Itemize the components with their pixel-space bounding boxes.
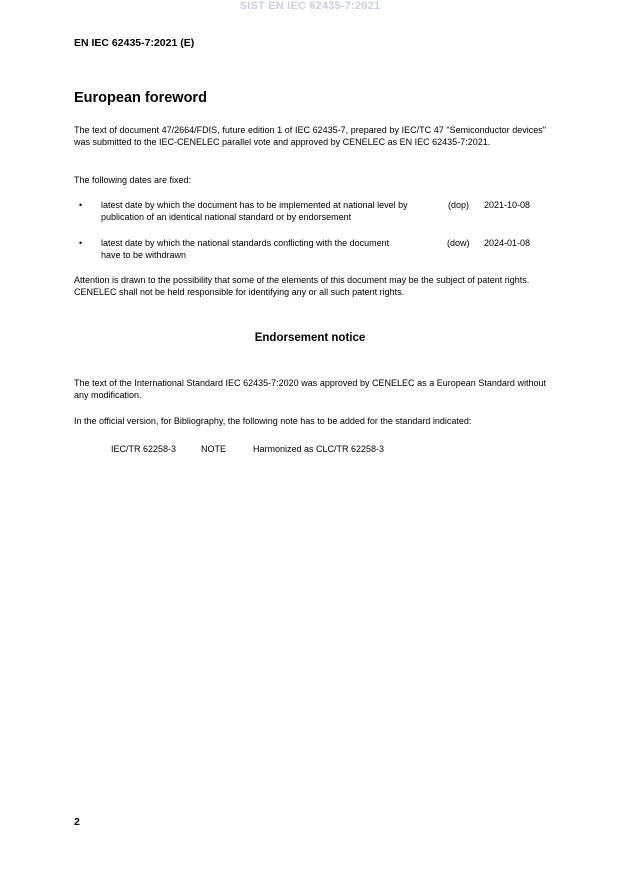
foreword-title: European foreword	[74, 90, 207, 106]
dow-date: 2024-01-08	[484, 238, 531, 248]
bullet-dop: •	[79, 200, 83, 210]
page-number: 2	[74, 816, 80, 828]
dop-description: latest date by which the document has to be implemented at national level by publication of an identical national standard or by endorsement	[101, 200, 408, 222]
endorsement-text: The text of the International Standard IEC 62435-7:2020 was approved by CENELEC as a European Standard without any modification.	[74, 378, 546, 400]
dop-date: 2021-10-08	[484, 200, 531, 210]
dates-intro: The following dates are fixed:	[74, 175, 192, 185]
document-id: EN IEC 62435-7:2021 (E)	[74, 37, 195, 49]
dow-code: (dow)	[447, 238, 470, 248]
watermark: SIST EN IEC 62435-7:2021	[239, 0, 381, 12]
patent-attention: Attention is drawn to the possibility that some of the elements of this document may be the subject of patent rights. CENELEC shall not be held responsible for identifying any or all such patent rights.	[74, 275, 530, 297]
note-text: Harmonized as CLC/TR 62258-3	[253, 444, 385, 454]
bibliography-note: In the official version, for Bibliography, the following note has to be added for the standard indicated:	[74, 416, 472, 426]
endorsement-title: Endorsement notice	[254, 332, 366, 344]
note-label: NOTE	[201, 444, 227, 454]
dop-code: (dop)	[448, 200, 470, 210]
dow-description: latest date by which the national standards conflicting with the document have to be withdrawn	[101, 238, 390, 260]
bullet-dow: •	[79, 238, 83, 248]
note-standard: IEC/TR 62258-3	[111, 444, 177, 454]
foreword-intro: The text of document 47/2664/FDIS, future edition 1 of IEC 62435-7, prepared by IEC/TC 47 "Semiconductor devices" was submitted to the IEC-CENELEC parallel vote and approved by CENELEC as EN IEC 62435-7:2021.	[74, 125, 546, 147]
